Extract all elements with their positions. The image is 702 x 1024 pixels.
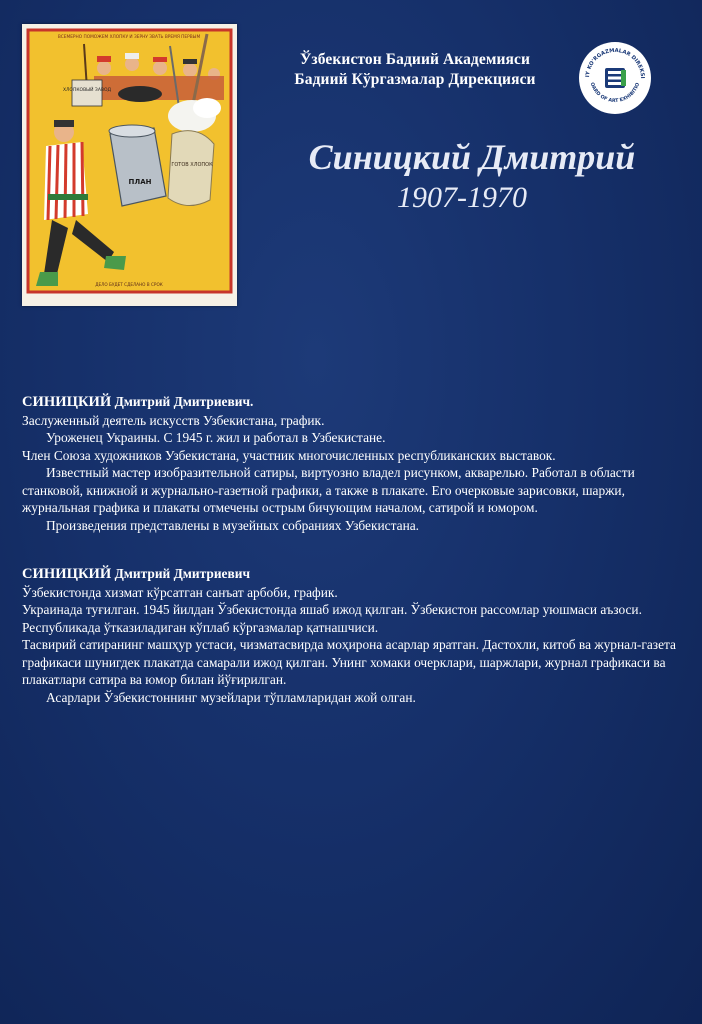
artwork-poster (22, 24, 237, 306)
org-line-1: Ўзбекистон Бадиий Академияси (299, 51, 531, 68)
bio-uz-surname: СИНИЦКИЙ (22, 566, 112, 582)
bio-uz-line-3: Тасвирий сатиранинг машҳур устаси, чизматасвирда моҳирона асарлар яратган. Дастохли, китоб ва журнал-газета графикаси шунигдек плакатда самарали ижод қилган. Унинг хомаки очерклари, шаржлари, журнал графикаси ва плакатлари сатира ва юмор билан йўғирилган. (22, 637, 676, 687)
organization-header (262, 50, 568, 90)
bio-uz-line-2: Украинада туғилган. 1945 йилдан Ўзбекистонда яшаб ижод қилган. Ўзбекистон рассомлар уюшмаси аъзоси. Республикада ўтказиладиган кўплаб кўргазмалар қатнашчиси. (22, 602, 642, 635)
poster-can-text: ПЛАН (128, 178, 152, 186)
poster-flag-text: ХЛОПКОВЫЙ ЗАВОД (62, 88, 112, 93)
artist-name: Синицкий Дмитрий (308, 137, 636, 177)
bio-ru-heading (22, 393, 687, 412)
bio-ru-line-1: Заслуженный деятель искусств Узбекистана, график. (22, 412, 325, 428)
biography-uzbek (22, 565, 687, 706)
bio-uz-heading (22, 565, 687, 584)
bio-ru-line-4: Известный мастер изобразительной сатиры, виртуозно владел рисунком, акварелью. Работал в области станковой, книжной и журнально-газетной графики, а также в плакате. Его очерковые зарисовки, шаржи, журнальная графика и плакаты отмечены острым бичующим началом, сатирой и юмором. (22, 465, 635, 515)
logo-top-text: IY KO'RGAZMALAR DIREKSI (584, 47, 646, 79)
bio-ru-surname: СИНИЦКИЙ (22, 394, 112, 410)
poster-illustration (22, 24, 237, 306)
poster-bottom-caption: ДЕЛО БУДЕТ СДЕЛАНО В СРОК (95, 282, 163, 287)
bio-uz-line-4: Асарлари Ўзбекистоннинг музейлари тўпламларидан жой олган. (46, 689, 416, 705)
bio-uz-given-names: Дмитрий Дмитриевич (111, 566, 250, 581)
artist-years: 1907-1970 (397, 181, 527, 214)
biography-russian (22, 393, 687, 534)
org-line-2: Бадиий Кўргазмалар Дирекцияси (294, 71, 536, 88)
bio-ru-line-3: Член Союза художников Узбекистана, участник многочисленных республиканских выставок. (22, 447, 556, 463)
poster-sack-text: ГОТОВ ХЛОПОК (171, 162, 213, 168)
logo-emblem-icon (577, 40, 653, 116)
bio-ru-line-5: Произведения представлены в музейных собраниях Узбекистана. (46, 517, 420, 533)
bio-ru-line-2: Уроженец Украины. С 1945 г. жил и работал в Узбекистане. (46, 430, 386, 445)
bio-uz-line-1: Ўзбекистонда хизмат кўрсатган санъат арбоби, график. (22, 584, 338, 600)
poster-top-caption: ВСЕМЕРНО ПОМОЖЕМ ХЛОПКУ И ЗЕРНУ ЗВАТЬ ВРЕМЯ ПЕРВЫМ (57, 35, 201, 40)
directorate-logo (577, 40, 653, 116)
bio-ru-given-names: Дмитрий Дмитриевич. (111, 394, 254, 409)
logo-bottom-text: OARD OF ART EXHIBITIO (588, 82, 642, 105)
